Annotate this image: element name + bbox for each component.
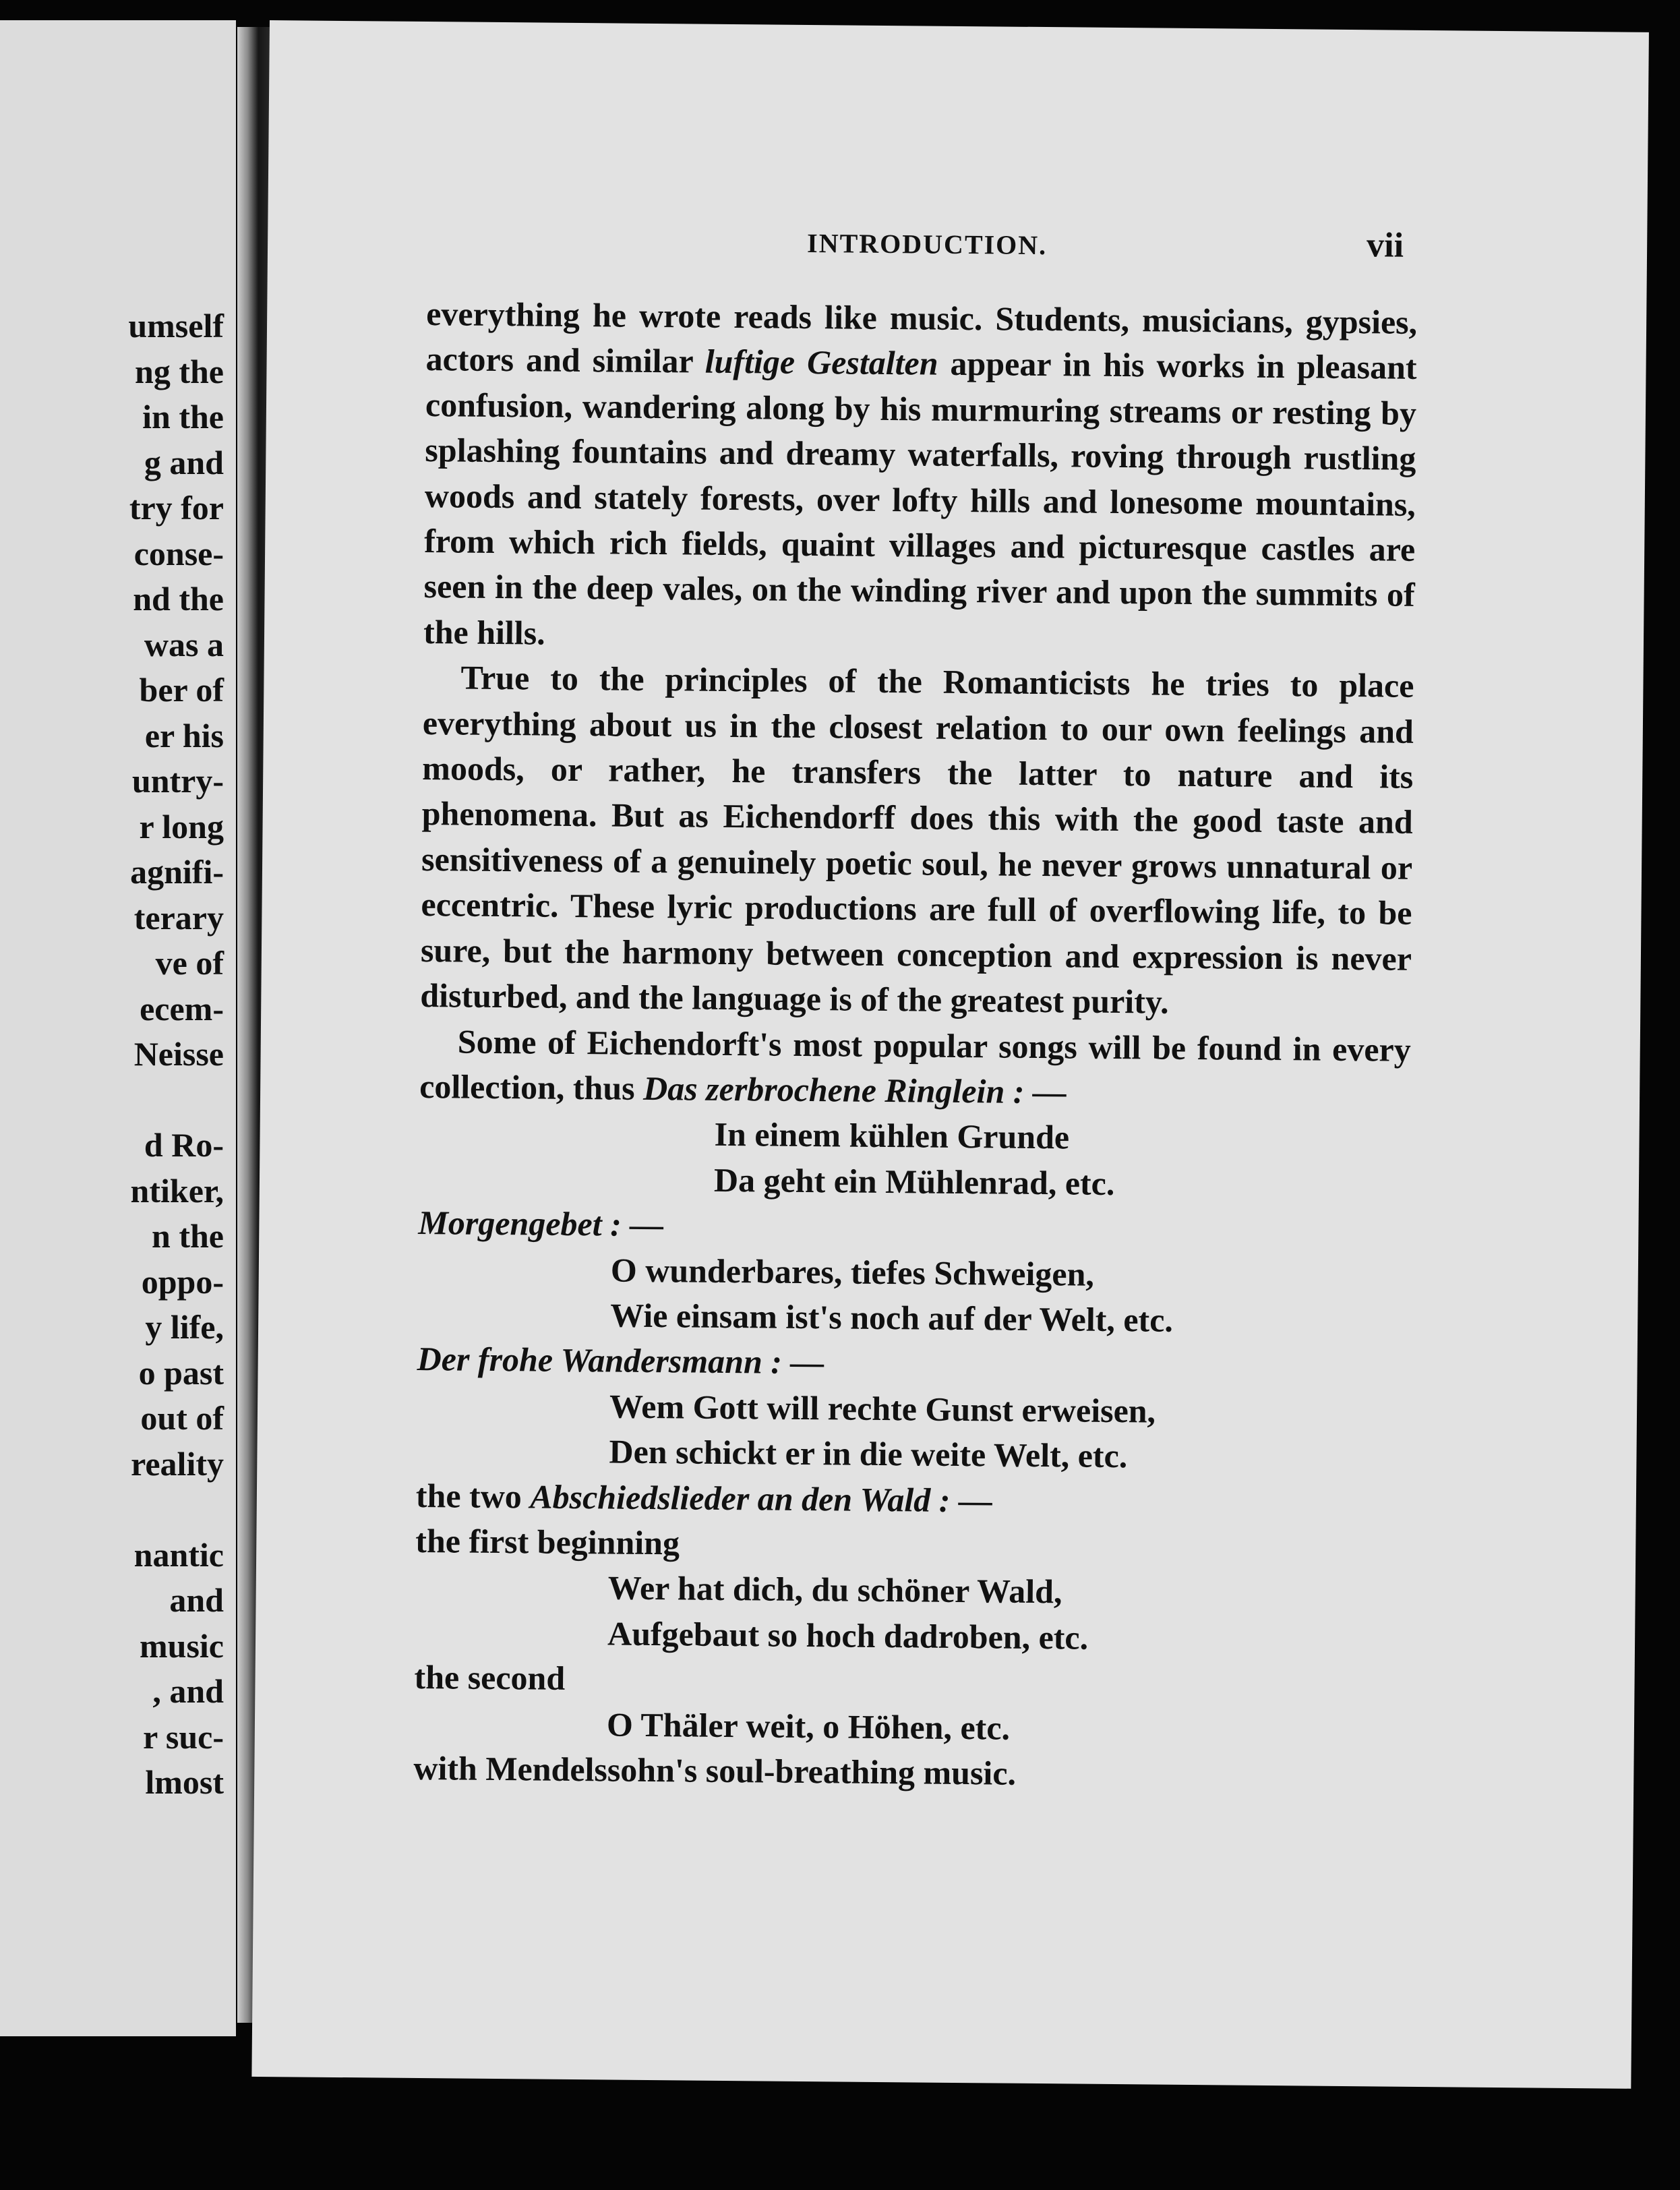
left-page-text [128, 303, 224, 1806]
left-page-line: try for [129, 489, 224, 527]
left-page-line: nd the [133, 580, 224, 618]
verse-line: Da geht ein Mühlenrad, etc. [713, 1160, 1115, 1202]
left-page-line: untry- [131, 762, 224, 800]
paragraph-2: True to the principles of the Romanticists he tries to place everything about us in the closest relation to our own feelings and moods, or rather, he transfers the latter to nature and its phenomena. But as Eichendorff does this with the good taste and sensitiveness of a genuinely poetic soul, he never grows unnatural or eccentric. These lyric productions are full of overflowing life, to be sure, but the harmony between conception and expression is never disturbed, and the language is of the greatest purity. [420, 658, 1414, 1021]
left-page-line: was a [144, 625, 224, 663]
page-number: vii [1366, 226, 1404, 265]
song-title: the two Abschiedslieder an den Wald : — [415, 1476, 993, 1519]
left-page-line: g and [144, 443, 224, 481]
left-page-line: ng the [135, 352, 224, 390]
verse-line: Wer hat dich, du schöner Wald, [607, 1568, 1062, 1611]
running-head: INTRODUCTION. [806, 227, 1048, 261]
paragraph-3: Some of Eichendorft's most popular songs will be found in every collection, thus Das zerbrochene Ringlein : — [419, 1022, 1411, 1111]
left-page-line: umself [128, 307, 224, 345]
left-page-line: conse- [133, 534, 224, 572]
song-title: Der frohe Wandersmann : — [417, 1340, 824, 1382]
left-facing-page [0, 20, 236, 2036]
left-page-line: r suc- [143, 1717, 224, 1756]
left-page-line: terary [133, 898, 224, 937]
left-page-line: er his [144, 716, 224, 754]
body-text [413, 291, 1417, 1800]
text-line: the first beginning [415, 1521, 680, 1562]
left-page-line: out of [140, 1399, 224, 1437]
verse-line: O wunderbares, tiefes Schweigen, [610, 1251, 1095, 1293]
song-title: Morgengebet : — [418, 1204, 664, 1244]
verse-line: O Thäler weit, o Höhen, etc. [606, 1705, 1011, 1747]
verse-line: In einem kühlen Grunde [714, 1115, 1070, 1156]
verse-line: Wie einsam ist's noch auf der Welt, etc. [610, 1296, 1174, 1339]
paragraph-1: everything he wrote reads like music. Students, musicians, gypsies, actors and similar luftige Gestalten appear in his works in pleasant confusion, wandering along by his murmuring streams or resting by splashing fountains and dreamy waterfalls, roving through rustling woods and stately forests, over lofty hills and lonesome mountains, from which rich fields, quaint villages and picturesque castles are seen in the deep vales, on the winding river and upon the summits of the hills. [423, 295, 1418, 652]
left-page-line: n the [152, 1217, 224, 1255]
left-page-line: ntiker, [130, 1171, 224, 1210]
left-page-line: d Ro- [144, 1126, 224, 1164]
left-page-line: reality [131, 1444, 224, 1483]
left-page-line: and [169, 1581, 224, 1619]
left-page-line: , and [152, 1672, 224, 1710]
right-page [251, 20, 1649, 2089]
left-page-line [128, 1487, 224, 1533]
left-page-line: Neisse [133, 1035, 224, 1073]
left-page-line: ecem- [140, 989, 224, 1028]
left-page-line: y life, [145, 1308, 224, 1346]
text-line: with Mendelssohn's soul-breathing music. [413, 1748, 1017, 1792]
left-page-line: nantic [133, 1535, 224, 1574]
left-page-line: oppo- [141, 1262, 224, 1301]
left-page-line: ve of [155, 944, 224, 982]
left-page-line [128, 1077, 224, 1123]
left-page-line: music [140, 1626, 224, 1665]
left-page-line: o past [138, 1353, 224, 1392]
text-line: the second [414, 1658, 566, 1698]
verse-line: Den schickt er in die weite Welt, etc. [609, 1432, 1128, 1475]
left-page-line: ber of [139, 671, 224, 709]
left-page-line: r long [139, 807, 224, 846]
verse-line: Wem Gott will rechte Gunst erweisen, [609, 1387, 1156, 1430]
left-page-line: lmost [145, 1763, 224, 1801]
left-page-line: in the [142, 398, 224, 436]
verse-line: Aufgebaut so hoch dadroben, etc. [607, 1614, 1089, 1657]
left-page-line: agnifi- [130, 853, 224, 891]
